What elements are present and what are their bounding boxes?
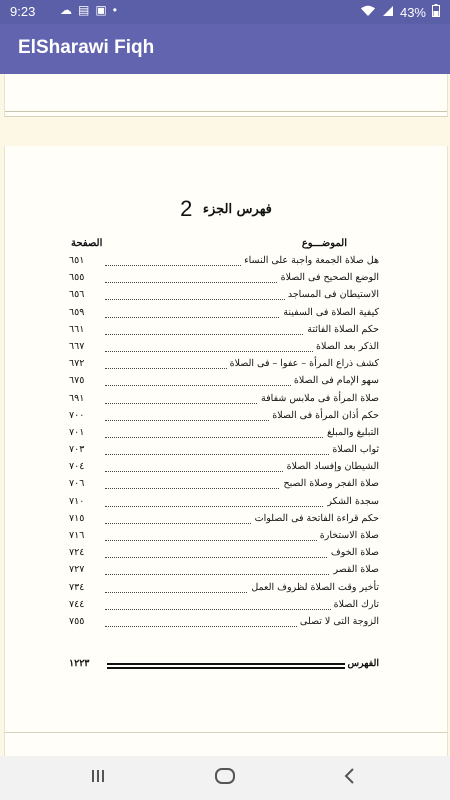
image-icon: ▣	[95, 3, 107, 17]
toc-row	[69, 460, 379, 477]
toc-row	[69, 598, 379, 615]
toc-title: صلاة القصر	[330, 564, 379, 575]
toc-page: ٦٧٥	[69, 375, 85, 387]
toc-page: ٦٥٩	[69, 306, 85, 318]
toc-row	[69, 357, 379, 374]
toc-title: صلاة الفجر وصلاة الصبح	[280, 478, 379, 489]
toc-row	[69, 546, 379, 563]
current-page	[4, 146, 448, 754]
toc-title: حكم الصلاة الفائتة	[304, 324, 379, 335]
toc-row	[69, 271, 379, 288]
toc-page: ٧١٥	[69, 512, 85, 524]
dot-icon: •	[112, 3, 117, 17]
back-icon[interactable]	[330, 766, 370, 790]
toc-title: صلاة المرأة فى ملابس شفافة	[258, 393, 379, 404]
toc-row	[69, 563, 379, 580]
toc-page: ٧٣٤	[69, 581, 85, 593]
status-time: 9:23	[10, 4, 36, 19]
toc-page: ٧٢٤	[69, 547, 85, 559]
toc-title: الشيطان وإفساد الصلاة	[284, 461, 379, 472]
page-viewer[interactable]	[0, 74, 450, 756]
toc-page: ٧٥٥	[69, 615, 85, 627]
toc-title: هل صلاة الجمعة واجبة على النساء	[241, 255, 379, 266]
toc-row	[69, 392, 379, 409]
signal-icon	[382, 5, 394, 20]
toc-page: ٧٠١	[69, 426, 85, 438]
toc-page: ٧٠٣	[69, 444, 85, 456]
status-bar	[0, 0, 450, 24]
toc-title: حكم أذان المرأة فى الصلاة	[269, 410, 379, 421]
toc-row	[69, 340, 379, 357]
next-page	[4, 732, 448, 756]
toc-title: حكم قراءة الفاتحة فى الصلوات	[252, 513, 379, 524]
column-topic: الموضـــوع	[301, 238, 347, 249]
toc-row	[69, 323, 379, 340]
total-rule	[107, 663, 345, 669]
toc-page: ٦٥٥	[69, 272, 85, 284]
toc-title: كشف ذراع المرأة – عفوا – فى الصلاة	[227, 358, 379, 369]
battery-percent: 43%	[399, 4, 426, 20]
toc-page: ٧١٦	[69, 530, 85, 541]
toc-title: الزوجة التى لا تصلى	[297, 616, 379, 627]
app-title: ElSharawi Fiqh	[18, 37, 155, 58]
toc-title: ثواب الصلاة	[329, 444, 379, 455]
toc-page: ٧٢٧	[69, 564, 85, 576]
toc-title: تارك الصلاة	[331, 599, 379, 610]
part-number: 2	[180, 196, 193, 221]
app-bar	[0, 24, 450, 74]
toc-page: ٦٥٦	[69, 289, 85, 301]
toc-title: الذكر بعد الصلاة	[313, 341, 379, 352]
column-headers	[63, 238, 377, 252]
toc-row	[69, 512, 379, 529]
toc-title: الوضع الصحيح فى الصلاة	[278, 272, 379, 283]
recent-apps-icon[interactable]	[78, 766, 118, 790]
home-icon[interactable]	[205, 766, 245, 790]
cloud-icon: ☁	[60, 3, 72, 17]
toc-title: التبليغ والمبلغ	[324, 427, 379, 438]
system-nav-bar	[0, 756, 450, 800]
toc-row	[69, 615, 379, 632]
toc-page: ٧٠٤	[69, 461, 85, 473]
toc-row	[69, 529, 379, 546]
toc-title: صلاة الاستخارة	[317, 530, 379, 541]
toc-row	[69, 581, 379, 598]
toc-title: كيفية الصلاة فى السفينة	[280, 307, 379, 318]
toc-row	[69, 495, 379, 512]
column-page: الصفحة	[71, 238, 103, 249]
toc-heading	[5, 196, 447, 222]
total-page: ١٢٢٣	[69, 658, 90, 669]
toc-page: ٦٦١	[69, 323, 85, 335]
toc-row	[69, 288, 379, 305]
toc-page: ٦٧٢	[69, 358, 85, 370]
toc-row	[69, 426, 379, 443]
toc-total	[69, 658, 379, 674]
toc-page: ٧١٠	[69, 495, 85, 507]
card-icon: ▤	[78, 3, 90, 17]
toc-title: الاستيطان فى المساجد	[285, 289, 379, 300]
toc-page: ٧٤٤	[69, 598, 85, 610]
toc-page: ٦٩١	[69, 392, 85, 404]
toc-title: سهو الإمام فى الصلاة	[291, 375, 379, 386]
total-title: الفهرس	[347, 658, 379, 669]
toc-row	[69, 409, 379, 426]
toc-page: ٧٠٦	[69, 478, 85, 490]
toc-row	[69, 374, 379, 391]
toc-page: ٧٠٠	[69, 409, 85, 421]
toc-title: صلاة الخوف	[328, 547, 379, 558]
toc-row	[69, 306, 379, 323]
toc-page: ٦٥١	[69, 255, 85, 266]
toc-row	[69, 254, 379, 271]
notification-icons	[60, 3, 117, 17]
toc-list	[69, 254, 379, 632]
toc-title: تأخير وقت الصلاة لظروف العمل	[248, 582, 379, 593]
toc-row	[69, 443, 379, 460]
toc-title: سجدة الشكر	[324, 496, 379, 507]
battery-icon	[432, 4, 440, 20]
toc-row	[69, 477, 379, 494]
wifi-icon	[360, 5, 376, 20]
previous-page	[4, 74, 448, 117]
toc-heading-text: فهرس الجزء	[202, 202, 272, 217]
toc-page: ٦٦٧	[69, 340, 85, 352]
